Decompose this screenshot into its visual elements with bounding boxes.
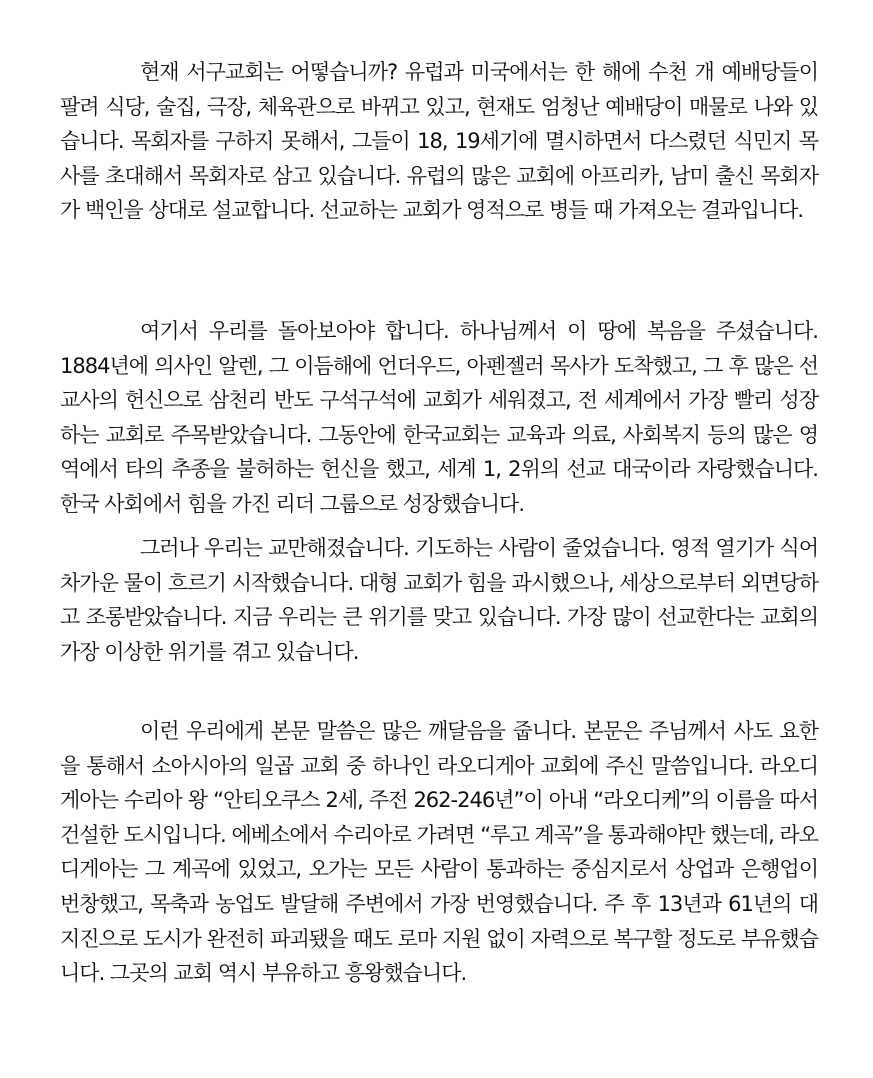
- paragraph-western-church: 현재 서구교회는 어떻습니까? 유럽과 미국에서는 한 해에 수천 개 예배당들이 팔려 식당, 술집, 극장, 체육관으로 바뀌고 있고, 현재도 엄청난 예배당이 매물로 나와 있습니다. 목회자를 구하지 못해서, 그들이 18, 19세기에 멸시하면서 다스렸던 식민지 목사를 초대해서 목회자로 삼고 있습니다. 유럽의 많은 교회에 아프리카, 남미 출신 목회자가 백인을 상대로 설교합니다. 선교하는 교회가 영적으로 병들 때 가져오는 결과입니다.: [60, 60, 818, 223]
- paragraph-laodicea: 이런 우리에게 본문 말씀은 많은 깨달음을 줍니다. 본문은 주님께서 사도 요한을 통해서 소아시아의 일곱 교회 중 하나인 라오디게아 교회에 주신 말씀입니다. 라오디게아는 수리아 왕 “안티오쿠스 2세, 주전 262-246년”이 아내 “라오디케”의 이름을 따서 건설한 도시입니다. 에베소에서 수리아로 가려면 “루고 계곡”을 통과해야만 했는데, 라오디게아는 그 계곡에 있었고, 오가는 모든 사람이 통과하는 중심지로서 상업과 은행업이 번창했고, 목축과 농업도 발달해 주변에서 가장 번영했습니다. 주 후 13년과 61년의 대지진으로 도시가 완전히 파괴됐을 때도 로마 지원 없이 자력으로 복구할 정도로 부유했습니다. 그곳의 교회 역시 부유하고 흥왕했습니다.: [60, 719, 818, 986]
- paragraph-korean-church-history: 여기서 우리를 돌아보아야 합니다. 하나님께서 이 땅에 복음을 주셨습니다. 1884년에 의사인 알렌, 그 이듬해에 언더우드, 아펜젤러 목사가 도착했고, 그 후 많은 선교사의 헌신으로 삼천리 반도 구석구석에 교회가 세워졌고, 전 세계에서 가장 빨리 성장하는 교회로 주목받았습니다. 그동안에 한국교회는 교육과 의료, 사회복지 등의 많은 영역에서 타의 추종을 불허하는 헌신을 했고, 세계 1, 2위의 선교 대국이라 자랑했습니다. 한국 사회에서 힘을 가진 리더 그룹으로 성장했습니다.: [60, 319, 818, 516]
- paragraph-church-crisis: 그러나 우리는 교만해졌습니다. 기도하는 사람이 줄었습니다. 영적 열기가 식어 차가운 물이 흐르기 시작했습니다. 대형 교회가 힘을 과시했으나, 세상으로부터 외면당하고 조롱받았습니다. 지금 우리는 큰 위기를 맞고 있습니다. 가장 많이 선교한다는 교회의 가장 이상한 위기를 겪고 있습니다.: [60, 536, 818, 664]
